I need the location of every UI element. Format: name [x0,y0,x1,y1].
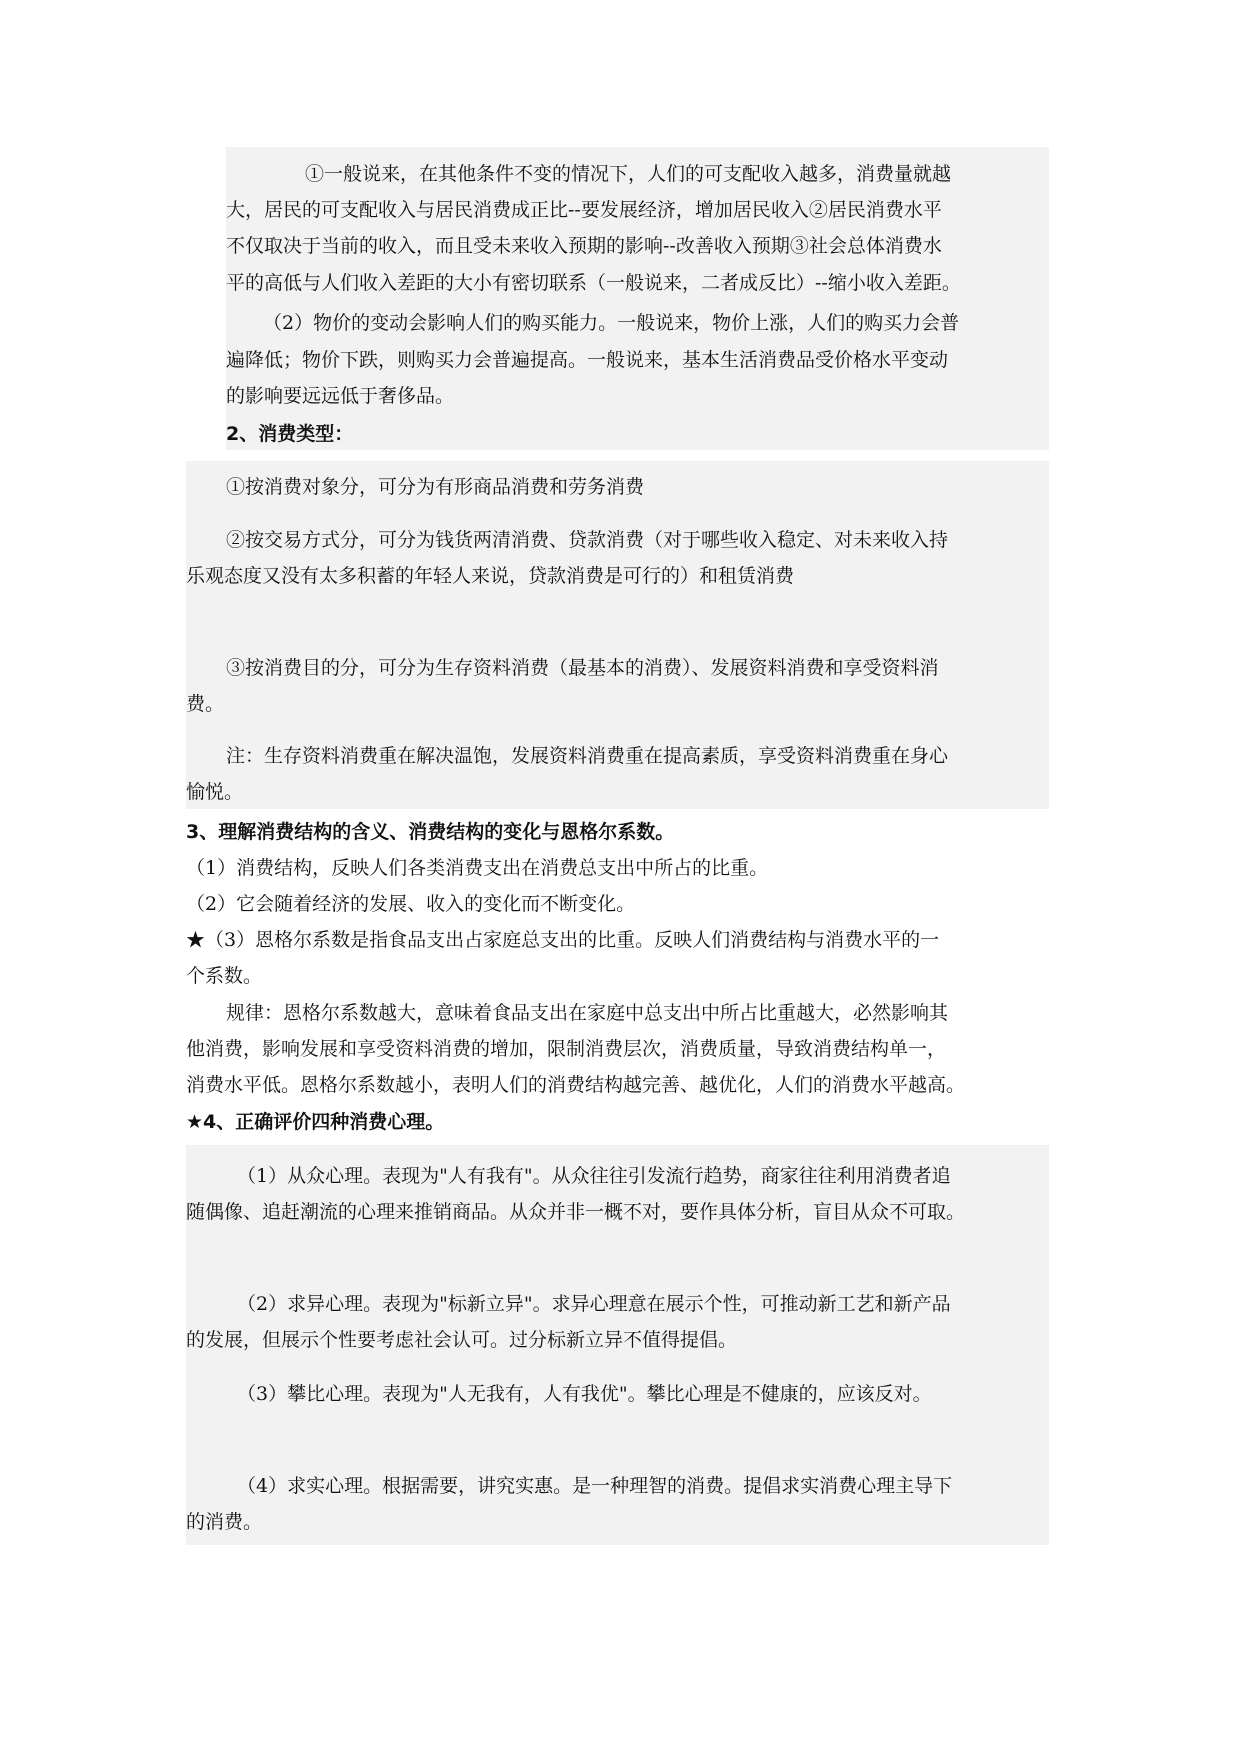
paragraph-line: ①一般说来，在其他条件不变的情况下，人们的可支配收入越多，消费量就越 [305,163,952,185]
paragraph-line: 他消费，影响发展和享受资料消费的增加，限制消费层次，消费质量，导致消费结构单一， [186,1038,947,1060]
paragraph-line: 注：生存资料消费重在解决温饱，发展资料消费重在提高素质，享受资料消费重在身心 [226,745,949,767]
paragraph-line: 的消费。 [186,1511,263,1533]
paragraph-line: ①按消费对象分，可分为有形商品消费和劳务消费 [226,476,645,498]
paragraph-line: 随偶像、追赶潮流的心理来推销商品。从众并非一概不对，要作具体分析，盲目从众不可取。 [186,1201,966,1223]
paragraph-line: 乐观态度又没有太多积蓄的年轻人来说，贷款消费是可行的）和租赁消费 [186,565,795,587]
paragraph-line: （1）消费结构，反映人们各类消费支出在消费总支出中所占的比重。 [186,857,769,879]
paragraph-line: 费。 [186,693,225,715]
paragraph-line: 大，居民的可支配收入与居民消费成正比--要发展经济，增加居民收入②居民消费水平 [226,199,942,221]
paragraph-line: 平的高低与人们收入差距的大小有密切联系（一般说来，二者成反比）--缩小收入差距。 [226,272,961,294]
section-heading: 2、消费类型： [226,423,354,445]
paragraph-line: （2）它会随着经济的发展、收入的变化而不断变化。 [186,893,636,915]
paragraph-line: 规律：恩格尔系数越大，意味着食品支出在家庭中总支出中所占比重越大，必然影响其 [226,1002,949,1024]
paragraph-line: 个系数。 [186,965,263,987]
paragraph-line: 愉悦。 [186,781,244,803]
section-heading: ★4、正确评价四种消费心理。 [186,1111,445,1133]
paragraph-line: 不仅取决于当前的收入，而且受未来收入预期的影响--改善收入预期③社会总体消费水 [226,235,942,257]
section-heading: 3、理解消费结构的含义、消费结构的变化与恩格尔系数。 [186,821,675,843]
paragraph-line: ★（3）恩格尔系数是指食品支出占家庭总支出的比重。反映人们消费结构与消费水平的一 [186,929,940,951]
paragraph-line: （1）从众心理。表现为"人有我有"。从众往往引发流行趋势，商家往往利用消费者追 [237,1165,951,1187]
paragraph-line: （4）求实心理。根据需要，讲究实惠。是一种理智的消费。提倡求实消费心理主导下 [237,1475,953,1497]
paragraph-line: （2）求异心理。表现为"标新立异"。求异心理意在展示个性，可推动新工艺和新产品 [237,1293,951,1315]
paragraph-line: 的影响要远远低于奢侈品。 [226,385,455,407]
paragraph-line: 遍降低；物价下跌，则购买力会普遍提高。一般说来，基本生活消费品受价格水平变动 [226,349,949,371]
paragraph-line: （2）物价的变动会影响人们的购买能力。一般说来，物价上涨，人们的购买力会普 [263,312,960,334]
paragraph-line: 的发展，但展示个性要考虑社会认可。过分标新立异不值得提倡。 [186,1329,738,1351]
paragraph-line: 消费水平低。恩格尔系数越小，表明人们的消费结构越完善、越优化，人们的消费水平越高。 [186,1074,966,1096]
paragraph-line: ③按消费目的分，可分为生存资料消费（最基本的消费）、发展资料消费和享受资料消 [226,657,939,679]
paragraph-line: ②按交易方式分，可分为钱货两清消费、贷款消费（对于哪些收入稳定、对未来收入持 [226,529,949,551]
paragraph-line: （3）攀比心理。表现为"人无我有，人有我优"。攀比心理是不健康的，应该反对。 [237,1383,932,1405]
